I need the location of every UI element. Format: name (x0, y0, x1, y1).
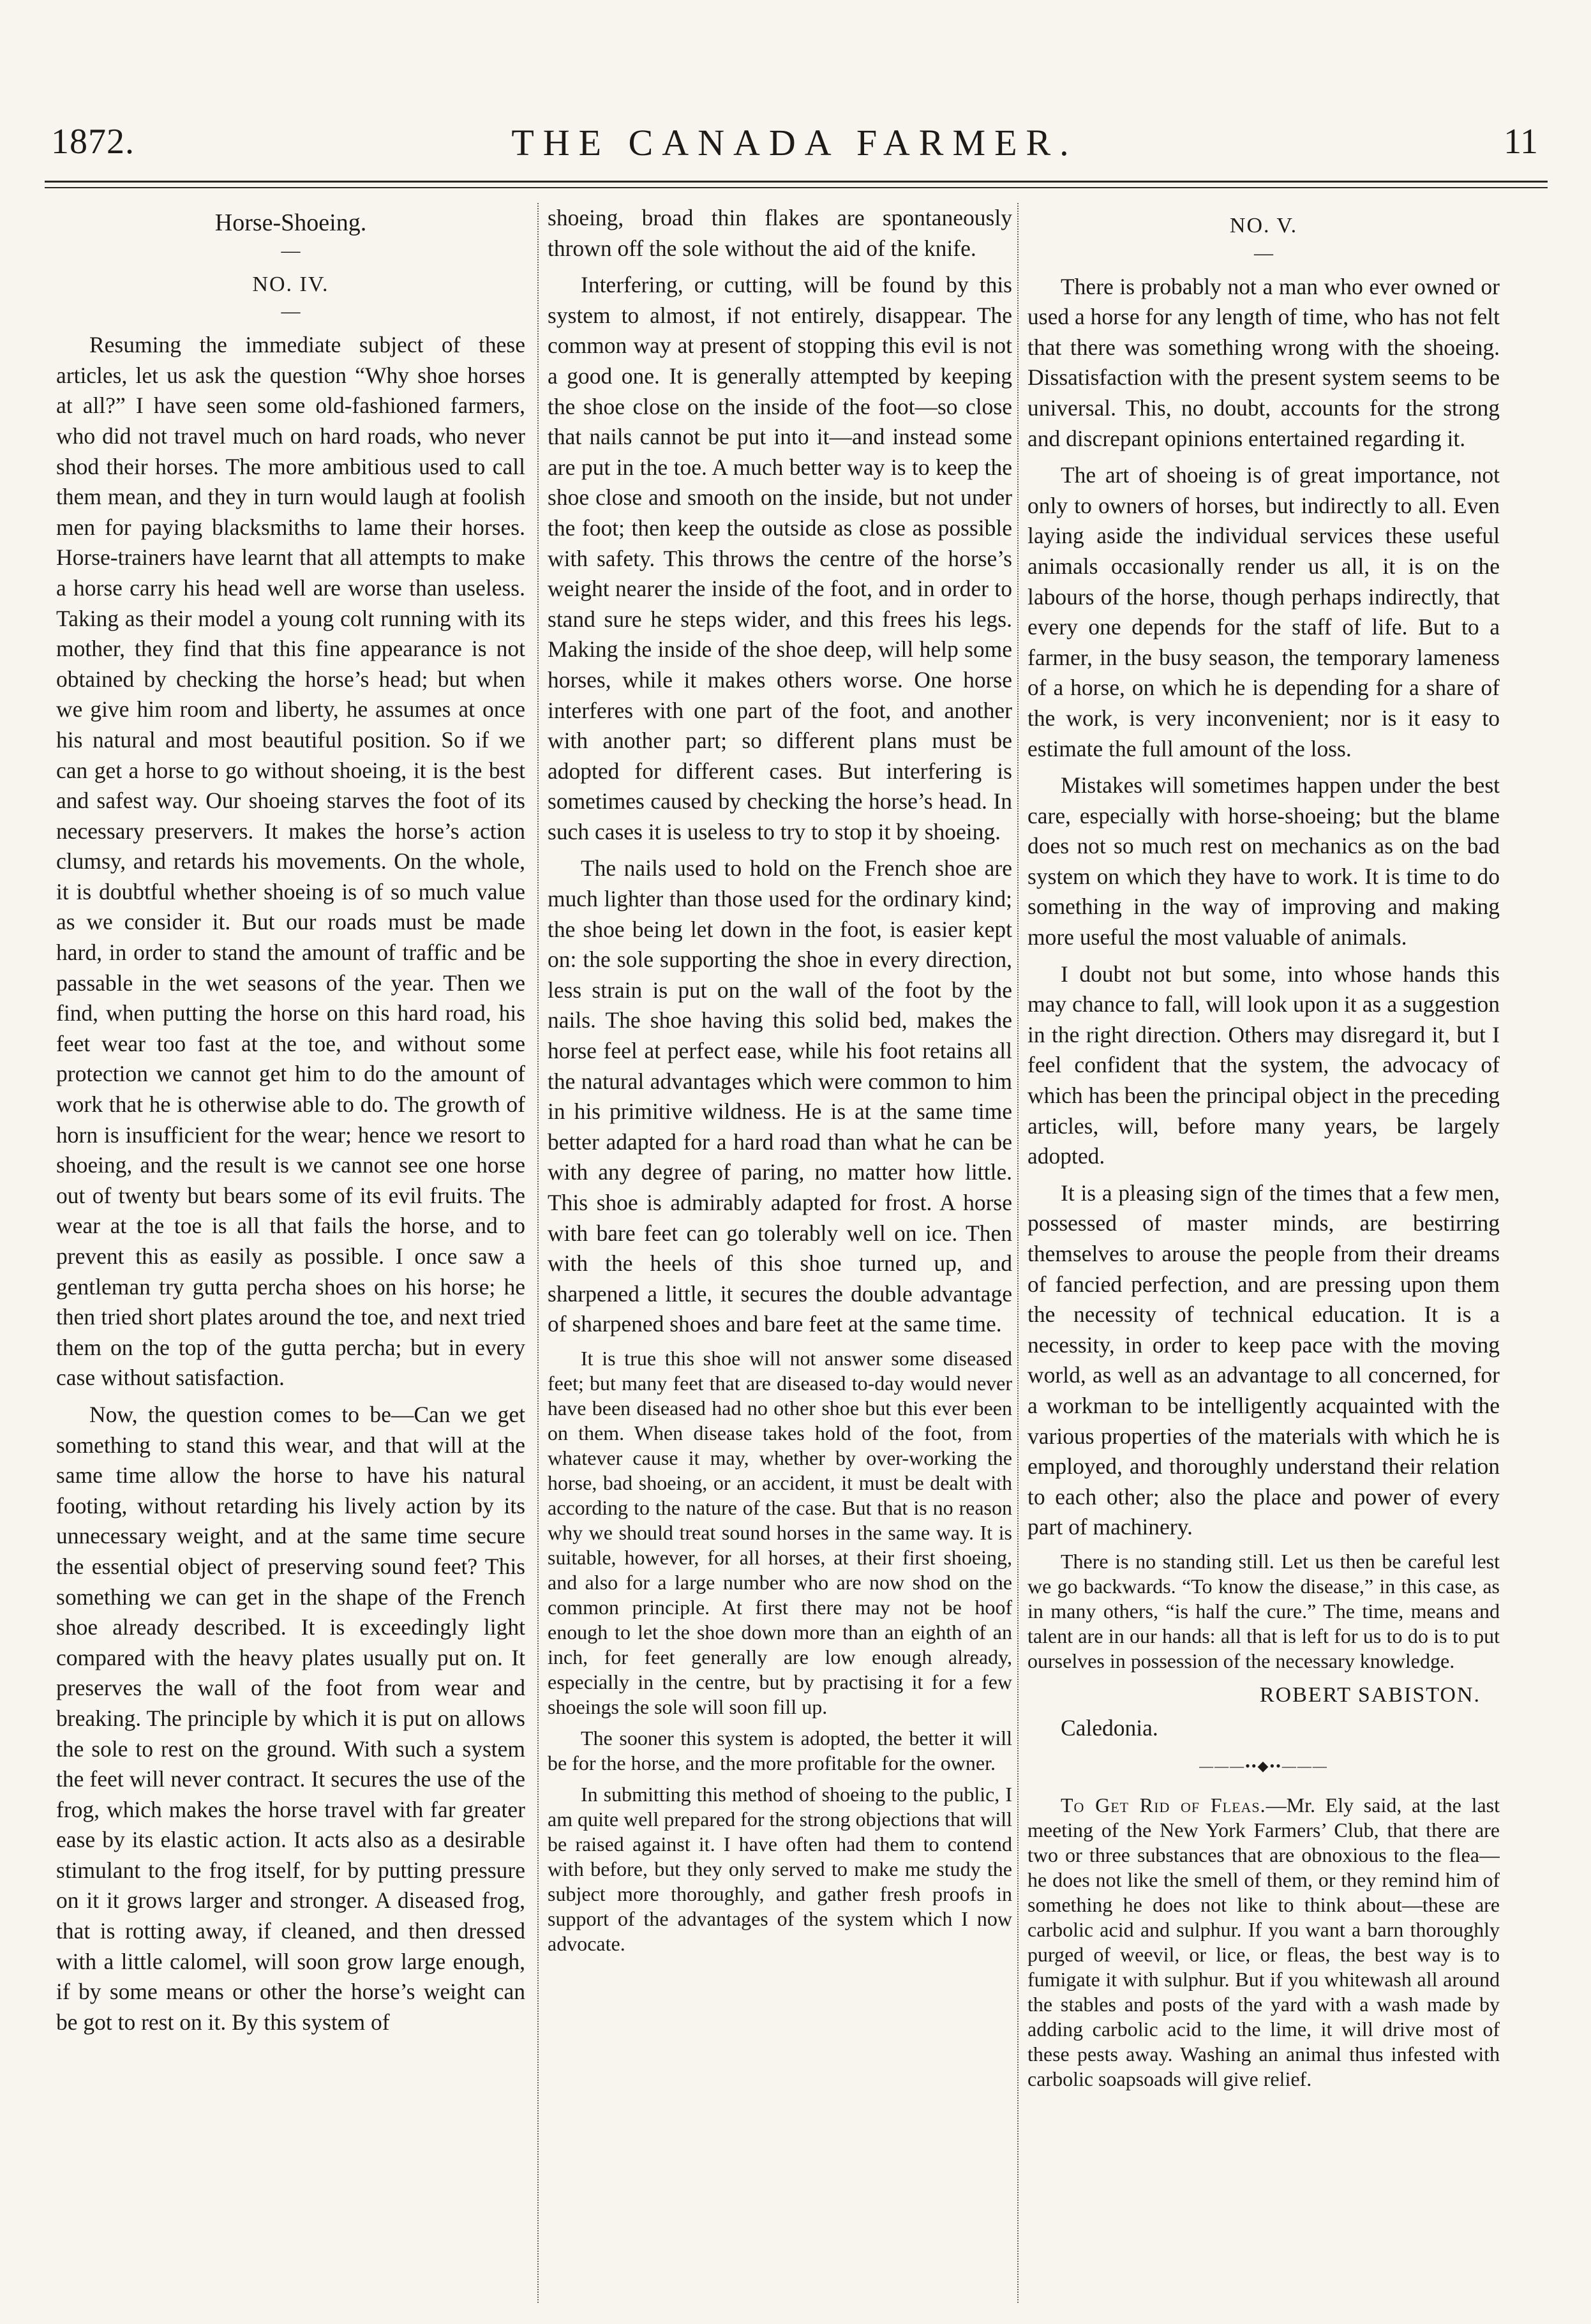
column-2 (548, 203, 1012, 2309)
paragraph-small: It is true this shoe will not answer some diseased feet; but many feet that are diseased to-day would never have been diseased had no other shoe but this ever been on them. When disease takes hold of the foot, from whatever cause it may, whether by over-working the horse, bad shoeing, or an accident, it must be dealt with according to the nature of the case. But that is no reason why we should treat sound horses in the same way. It is suitable, however, for all horses, at their first shoeing, and also for a large number who are now shod on the common principle. At first there may not be hoof enough to let the shoe down more than an eighth of an inch, for feet generally are low enough already, especially in the centre, but by practising it for a few shoeings the sole will soon fill up. (548, 1346, 1012, 1718)
header-rule-thin (45, 187, 1548, 188)
publication-title: THE CANADA FARMER. (511, 122, 1078, 163)
paragraph: The nails used to hold on the French shoe are much lighter than those used for the ordinary kind; the shoe being let down in the foot, is easier kept on: the sole supporting the shoe in every direction, less strain is put on the wall of the foot by the nails. The shoe having this solid bed, makes the horse feel at perfect ease, while his foot retains all the natural advantages which were common to him in his primitive wildness. He is at the same time better adapted for a hard road than what he can be with any degree of paring, no matter how little. This shoe is admirably adapted for frost. A horse with bare feet can go tolerably well on ice. Then with the heels of this shoe turned up, and sharpened a little, it secures the double advantage of sharpened shoes and bare feet at the same time. (548, 855, 1012, 1337)
paragraph-small: In submitting this method of shoeing to the public, I am quite well prepared for the strong objections that will be raised against it. I have often had them to contend with before, but they only served to make me study the subject more thoroughly, and gather fresh proofs in support of the advantages of the system which I now advocate. (548, 1782, 1012, 1955)
fleas-lead-in: To Get Rid of Fleas. (1061, 1793, 1266, 1817)
section-title-no5: NO. V. (1229, 214, 1298, 237)
paragraph: Mistakes will sometimes happen under the best care, especially with horse-shoeing; but the blame does not so much rest on mechanics as on the bad system on which they have to work. It is time to do something in the way of improving and making more useful the most valuable of animals. (1027, 772, 1500, 950)
section-dash: — (281, 301, 301, 322)
column-divider (1017, 203, 1019, 2303)
paragraph: Interfering, or cutting, will be found by this system to almost, if not entirely, disappear. The common way at present of stopping this evil is not a good one. It is generally attempted by keeping the shoe close on the inside of the foot—so close that nails cannot be put into it—and instead some are put in the toe. A much better way is to keep the shoe close and smooth on the inside, but not under the foot; then keep the outside as close as possible with safety. This throws the centre of the horse’s weight nearer the inside of the foot, and in order to stand sure he steps wider, and this frees his legs. Making the inside of the shoe deep, will help some horses, while it makes others worse. One horse interferes with one part of the foot, and another with another part; so different plans must be adopted for different cases. But interfering is sometimes caused by checking the horse’s head. In such cases it is useless to try to stop it by shoeing. (548, 272, 1012, 844)
paragraph: Resuming the immediate subject of these articles, let us ask the question “Why shoe horses at all?” I have seen some old-fashioned farmers, who did not travel much on hard roads, who never shod their horses. The more ambitious used to call them mean, and they in turn would laugh at foolish men for paying blacksmiths to lame their horses. Horse-trainers have learnt that all attempts to make a horse carry his head well are worse than useless. Taking as their model a young colt running with its mother, they find that this fine appearance is not obtained by checking the horse’s head; but when we give him room and liberty, he assumes at once his natural and most beautiful position. So if we can get a horse to go without shoeing, it is the best and safest way. Our shoeing starves the foot of its necessary preservers. It makes the horse’s action clumsy, and retards his movements. On the whole, it is doubtful whether shoeing is of so much value as we consider it. But our roads must be made hard, in order to stand the amount of traffic and be passable in the wet seasons of the year. Then we find, when putting the horse on this hard road, his feet wear too fast at the toe, and without some protection we cannot get him to do the amount of work that he is otherwise able to do. The growth of horn is insufficient for the wear; hence we resort to shoeing, and the result is we cannot see one horse out of twenty but bears some of its evil fruits. The wear at the toe is all that fails the horse, and to prevent this as easily as possible. I once saw a gentleman try gutta percha shoes on his horse; he then tried short plates around the toe, and next tried them on the top of the gutta percha; but in every case without satisfaction. (56, 332, 525, 1391)
paragraph-continued: shoeing, broad thin flakes are spontaneously thrown off the sole without the aid of the knife. (548, 205, 1012, 261)
section-dash: — (1254, 242, 1273, 264)
fleas-paragraph (1027, 1793, 1500, 2092)
author-place: Caledonia. (1061, 1714, 1158, 1741)
masthead (51, 121, 1538, 179)
paragraph: The art of shoeing is of great importance, not only to owners of horses, but indirectly to all. Even laying aside the individual services these useful animals occasionally render us all, it is on the labours of the horse, though perhaps indirectly, that every one depends for the staff of life. But to a farmer, in the busy season, the temporary lameness of a horse, on which he is depending for a share of the work, is very inconvenient; nor is it easy to estimate the full amount of the loss. (1027, 462, 1500, 761)
paragraph: There is probably not a man who ever owned or used a horse for any length of time, who has not felt that there was something wrong with the shoeing. Dissatisfaction with the present system seems to be universal. This, no doubt, accounts for the strong and discrepant opinions entertained regarding it. (1027, 273, 1500, 451)
paragraph: It is a pleasing sign of the times that a few men, possessed of master minds, are bestirring themselves to arouse the people from their dreams of fancied perfection, and are pressing upon them the necessity of technical education. It is a necessity, in order to keep pace with the moving world, as well as an advantage to all concerned, for a workman to be intelligently acquainted with the various properties of the materials with which he is employed, and thoroughly understand their relation to each other; also the place and power of every part of machinery. (1027, 1180, 1500, 1540)
page-number: 11 (1504, 122, 1538, 161)
header-rule (45, 181, 1548, 183)
column-divider (537, 203, 539, 2303)
fleas-body: —Mr. Ely said, at the last meeting of the New York Farmers’ Club, that there are two or three substances that are obnoxious to the flea—he does not like the smell of them, or they remind him of something he does not like to think about—these are carbolic acid and sulphur. If you want a barn thoroughly purged of weevil, or lice, or fleas, the best way is to fumigate it with sulphur. But if you whitewash all around the stables and posts of the yard with a wash made by adding carbolic acid to the lime, it will drive most of these pests away. Washing an animal thus infested with carbolic soapsoads will give relief. (1027, 1793, 1500, 2090)
issue-year: 1872. (51, 122, 135, 161)
paragraph: I doubt not but some, into whose hands this may chance to fall, will look upon it as a suggestion in the right direction. Others may disregard it, but I feel confident that the system, the advocacy of which has been the principal object in the preceding articles, will, before many years, be largely adopted. (1027, 961, 1500, 1169)
paragraph-small: There is no standing still. Let us then be careful lest we go backwards. “To know the disease,” in this case, as in many others, “is half the cure.” The time, means and talent are in our hands: all that is left for us to do is to put ourselves in possession of the necessary knowledge. (1027, 1549, 1500, 1672)
ornament-divider: ———••◆••——— (1199, 1758, 1328, 1774)
column-3 (1027, 203, 1500, 2309)
column-1 (56, 203, 525, 2309)
author-signature: ROBERT SABISTON. (1259, 1683, 1481, 1707)
paragraph: Now, the question comes to be—Can we get something to stand this wear, and that will at the same time allow the horse to have his natural footing, without retarding his lively action by its unnecessary weight, and at the same time secure the essential object of preserving sound feet? This something we can get in the shape of the French shoe already described. It is exceedingly light compared with the heavy plates usually put on. It preserves the wall of the foot from wear and breaking. The principle by which it is put on allows the sole to rest on the ground. With such a system the feet will never contract. It secures the use of the frog, which makes the horse travel with far greater ease by its elastic action. It acts also as a desirable stimulant to the frog itself, for by putting pressure on it it grows larger and stronger. A diseased frog, that is rotting away, if cleaned, and then dressed with a little calomel, will soon grow large enough, if by some means or other the horse’s weight can be got to rest on it. By this system of (56, 1401, 525, 2035)
heading-dash: — (281, 239, 301, 261)
section-title-no4: NO. IV. (252, 272, 329, 296)
paragraph-small: The sooner this system is adopted, the better it will be for the horse, and the more profitable for the owner. (548, 1726, 1012, 1774)
article-heading: Horse-Shoeing. (214, 209, 367, 236)
